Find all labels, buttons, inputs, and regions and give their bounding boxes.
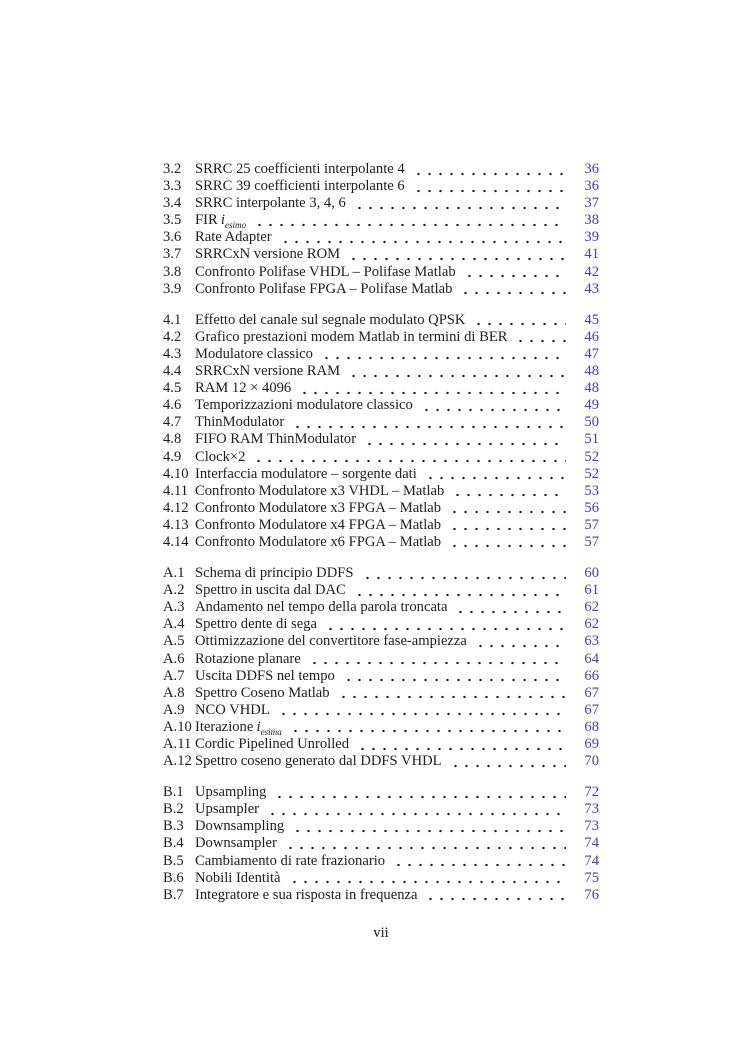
figure-title: Spettro coseno generato dal DDFS VHDL [195,753,442,770]
figure-number: 3.5 [163,212,182,229]
figure-page-link[interactable]: 41 [584,246,599,263]
figure-number: 3.6 [163,229,182,246]
figure-title: Spettro Coseno Matlab [195,684,330,701]
figure-number: B.1 [163,784,184,801]
figure-number: 4.12 [163,499,189,516]
figure-title: SRRC interpolante 3, 4, 6 [195,195,346,212]
lof-entry [163,685,599,702]
figure-number: A.6 [163,650,185,667]
dot-leader [453,599,566,616]
lof-entry [163,466,599,483]
page-footer: vii [373,925,389,941]
lof-entry [163,281,599,298]
lof-entry [163,363,599,380]
dot-leader [462,264,566,281]
figure-page-link[interactable]: 46 [584,328,599,345]
figure-number: A.8 [163,684,185,701]
figure-number: 4.6 [163,397,182,414]
figure-title: Confronto Modulatore x4 FPGA – Matlab [195,516,442,533]
lof-entry [163,329,599,346]
lof-entry [163,818,599,835]
figure-number: 4.14 [163,533,189,550]
figure-title: Andamento nel tempo della parola troncata [195,599,448,616]
dot-leader [450,483,566,500]
dot-leader [423,466,566,483]
lof-entry [163,312,599,329]
dot-leader [251,449,566,466]
dot-leader [411,178,566,195]
figure-number: 4.10 [163,465,189,482]
figure-title: Schema di principio DDFS [195,565,354,582]
dot-leader [290,414,566,431]
lof-entry [163,753,599,770]
lof-entry [163,449,599,466]
lof-entry [163,534,599,551]
figure-number: B.6 [163,869,184,886]
figure-page-link[interactable]: 42 [584,263,599,280]
figure-title: Iterazione $i_{esima}$ [195,718,282,737]
dot-leader [360,565,567,582]
figure-page-link[interactable]: 43 [584,280,599,297]
figure-title: Cambiamento di rate frazionario [195,852,386,869]
lof-entry [163,397,599,414]
dot-leader [323,616,566,633]
figure-page-link[interactable]: 70 [584,753,599,770]
figure-number: 4.11 [163,482,188,499]
figure-title: Uscita DDFS nel tempo [195,667,335,684]
figure-number: 4.3 [163,345,182,362]
figure-title: Downsampling [195,818,285,835]
figure-page-link[interactable]: 74 [584,852,599,869]
dot-leader [419,397,566,414]
lof-entry [163,517,599,534]
figure-title: SRRC 25 coefficienti interpolante 4 [195,161,405,177]
dot-leader [447,534,566,551]
figure-title: FIFO RAM ThinModulator [195,431,357,448]
figure-group [163,161,599,298]
figure-number: 4.1 [163,311,182,328]
figure-title: Spettro dente di sega [195,616,317,633]
figure-number: A.5 [163,633,185,650]
dot-leader [297,380,566,397]
figure-group [163,565,599,770]
figure-group [163,312,599,551]
lof-entry [163,784,599,801]
lof-entry [163,801,599,818]
figure-title: Modulatore classico [195,345,313,362]
figure-page-link[interactable]: 61 [584,582,599,599]
figure-title: Interfaccia modulatore – sorgente dati [195,465,417,482]
lof-entry [163,835,599,852]
figure-number: 4.9 [163,448,182,465]
lof-entry [163,702,599,719]
figure-title: Temporizzazioni modulatore classico [195,397,413,414]
dot-leader [272,784,566,801]
figure-page-link[interactable]: 76 [584,886,599,903]
figure-page-link[interactable]: 62 [584,599,599,616]
dot-leader [319,346,566,363]
dot-leader [352,195,566,212]
figure-number: 3.7 [163,246,182,263]
figure-title: SRRCxN versione ROM [195,246,341,263]
lof-entry [163,414,599,431]
dot-leader [290,818,566,835]
lof-entry [163,264,599,281]
dot-leader [362,431,566,448]
figure-number: A.7 [163,667,185,684]
lof-entry [163,887,599,904]
math-subscript: esima [260,726,282,737]
figure-title: Confronto Modulatore x3 FPGA – Matlab [195,499,442,516]
figure-number: 3.3 [163,178,182,195]
figure-title: Confronto Modulatore x3 VHDL – Matlab [195,482,445,499]
dot-leader [336,685,566,702]
figure-number: A.12 [163,753,192,770]
lof-entry [163,599,599,616]
dot-leader [346,363,566,380]
dot-leader [447,500,566,517]
figure-title: Rotazione planare [195,650,301,667]
figure-number: 4.2 [163,328,182,345]
figure-title: Upsampling [195,784,267,801]
figure-page-link[interactable]: 36 [584,178,599,195]
figure-number: A.10 [163,718,192,735]
figure-page-link[interactable]: 67 [584,684,599,701]
dot-leader [448,753,566,770]
figure-number: A.1 [163,565,185,582]
dot-leader [287,870,566,887]
figure-page-link[interactable]: 39 [584,229,599,246]
lof-entry [163,195,599,212]
figure-number: B.3 [163,818,184,835]
lof-entry [163,853,599,870]
figure-page-link[interactable]: 36 [584,161,599,177]
dot-leader [355,736,566,753]
figure-page-link[interactable]: 48 [584,380,599,397]
dot-leader [252,212,566,229]
dot-leader [411,161,566,178]
lof-entry [163,616,599,633]
lof-entry [163,380,599,397]
figure-number: A.3 [163,599,185,616]
figure-title: Clock×2 [195,448,246,465]
lof-entry [163,719,599,736]
lof-entry [163,246,599,263]
figure-number: 4.13 [163,516,189,533]
figure-number: A.4 [163,616,185,633]
figure-title: Ottimizzazione del convertitore fase-ampiezza [195,633,467,650]
figure-number: 4.4 [163,363,182,380]
lof-entry [163,178,599,195]
list-of-figures [163,161,599,904]
math-symbol: i [220,212,225,229]
figure-number: B.5 [163,852,184,869]
figure-page-link[interactable]: 52 [584,448,599,465]
figure-title: Confronto Polifase VHDL – Polifase Matlab [195,263,456,280]
figure-number: B.2 [163,801,184,818]
figure-number: 3.9 [163,280,182,297]
dot-leader [278,229,566,246]
lof-entry [163,736,599,753]
figure-page-link[interactable]: 60 [584,565,599,582]
figure-page-link[interactable]: 45 [584,311,599,328]
figure-page-link[interactable]: 56 [584,499,599,516]
figure-title: Upsampler [195,801,260,818]
dot-leader [513,329,566,346]
dot-leader [288,719,566,736]
figure-number: 4.8 [163,431,182,448]
dot-leader [473,633,566,650]
dot-leader [352,582,566,599]
figure-page-link[interactable]: 51 [584,431,599,448]
figure-number: 4.5 [163,380,182,397]
figure-page-link[interactable]: 73 [584,818,599,835]
figure-page-link[interactable]: 38 [584,212,599,229]
math-symbol: i [256,718,261,735]
figure-page-link[interactable]: 50 [584,414,599,431]
lof-entry [163,633,599,650]
figure-page-link[interactable]: 68 [584,718,599,735]
lof-entry [163,483,599,500]
figure-title: SRRC 39 coefficienti interpolante 6 [195,178,405,195]
dot-leader [346,246,566,263]
dot-leader [307,651,566,668]
dot-leader [423,887,566,904]
figure-title: Confronto Modulatore x6 FPGA – Matlab [195,533,442,550]
dot-leader [447,517,566,534]
figure-title: SRRCxN versione RAM [195,363,341,380]
dot-leader [276,702,566,719]
figure-page-link[interactable]: 66 [584,667,599,684]
figure-title: Downsampler [195,835,277,852]
figure-title: Effetto del canale sul segnale modulato QPSK [195,311,466,328]
figure-number: B.7 [163,886,184,903]
dot-leader [283,835,566,852]
figure-page-link[interactable]: 47 [584,345,599,362]
lof-entry [163,668,599,685]
figure-page-link[interactable]: 73 [584,801,599,818]
dot-leader [458,281,566,298]
figure-number: A.11 [163,736,192,752]
figure-title: Cordic Pipelined Unrolled [195,736,350,752]
figure-title: NCO VHDL [195,701,270,718]
figure-page-link[interactable]: 52 [584,465,599,482]
dot-leader [265,801,566,818]
figure-page-link[interactable]: 37 [584,195,599,212]
figure-page-link[interactable]: 49 [584,397,599,414]
dot-leader [391,853,566,870]
lof-entry [163,161,599,178]
figure-page-link[interactable]: 69 [584,736,599,752]
figure-group [163,784,599,904]
figure-number: A.9 [163,701,185,718]
figure-title: Integratore e sua risposta in frequenza [195,886,418,903]
figure-page-link[interactable]: 62 [584,616,599,633]
figure-title: Grafico prestazioni modem Matlab in termini di BER [195,328,508,345]
figure-title: RAM 12 × 4096 [195,380,292,397]
figure-title: FIR $i_{esimo}$ [195,212,247,231]
dot-leader [471,312,566,329]
figure-number: 3.8 [163,263,182,280]
figure-number: 3.4 [163,195,182,212]
figure-page-link[interactable]: 64 [584,650,599,667]
figure-number: 4.7 [163,414,182,431]
lof-entry [163,500,599,517]
figure-page-link[interactable]: 53 [584,482,599,499]
figure-page-link[interactable]: 74 [584,835,599,852]
figure-title: Rate Adapter [195,229,272,246]
figure-page-link[interactable]: 72 [584,784,599,801]
figure-number: 3.2 [163,161,182,177]
lof-entry [163,870,599,887]
lof-entry [163,565,599,582]
figure-page-link[interactable]: 63 [584,633,599,650]
figure-page-link[interactable]: 67 [584,701,599,718]
lof-entry [163,431,599,448]
figure-page-link[interactable]: 57 [584,516,599,533]
figure-page-link[interactable]: 75 [584,869,599,886]
figure-number: A.2 [163,582,185,599]
lof-entry [163,582,599,599]
lof-entry [163,229,599,246]
figure-number: B.4 [163,835,184,852]
lof-entry [163,651,599,668]
figure-title: Spettro in uscita dal DAC [195,582,346,599]
figure-title: Nobili Identità [195,869,281,886]
figure-page-link[interactable]: 57 [584,533,599,550]
figure-page-link[interactable]: 48 [584,363,599,380]
dot-leader [341,668,566,685]
math-subscript: esimo [224,220,247,231]
lof-entry [163,346,599,363]
figure-title: ThinModulator [195,414,285,431]
lof-entry [163,212,599,229]
figure-title: Confronto Polifase FPGA – Polifase Matlab [195,280,453,297]
